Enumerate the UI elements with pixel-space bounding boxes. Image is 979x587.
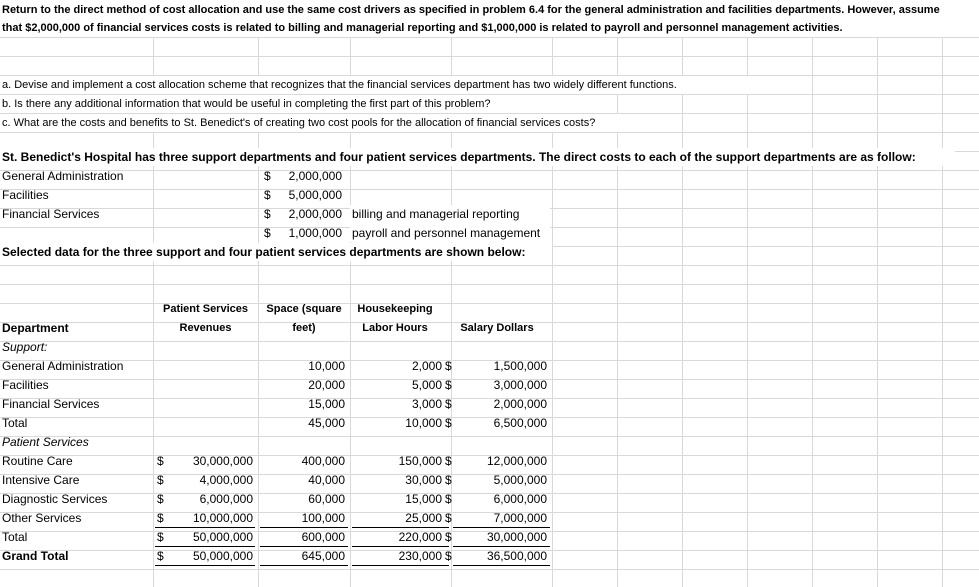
hours-value: 2,000 [411, 359, 442, 373]
revenue-value: 6,000,000 [199, 492, 253, 506]
dollar-sign: $ [157, 549, 164, 563]
grand-total-bottom-line [453, 565, 550, 566]
dollar-sign: $ [445, 397, 452, 411]
space-value: 10,000 [308, 359, 345, 373]
dollar-sign: $ [445, 454, 452, 468]
salary-value: 2,000,000 [493, 397, 547, 411]
dollar-sign: $ [157, 492, 164, 506]
revenue-value: 10,000,000 [192, 511, 253, 525]
space-value: 400,000 [301, 454, 345, 468]
hours-value: 5,000 [411, 378, 442, 392]
grand-total-label: Grand Total [2, 549, 69, 563]
dollar-sign: $ [445, 378, 452, 392]
header-housekeeping: Labor Hours [362, 322, 428, 334]
dollar-sign: $ [445, 416, 452, 430]
header-revenues: Revenues [179, 322, 232, 334]
header-salary: Salary Dollars [460, 322, 534, 334]
gridline [877, 0, 878, 587]
salary-value: 6,500,000 [493, 416, 547, 430]
setup-note: billing and managerial reporting [352, 207, 520, 221]
setup-note: payroll and personnel management [352, 226, 541, 240]
intro-line-2: that $2,000,000 of financial services costs is related to billing and managerial reporting and $1,000,000 is related to payroll and personnel management activities. [2, 22, 843, 34]
section-label-support: Support: [2, 340, 48, 354]
salary-value: 7,000,000 [493, 511, 547, 525]
salary-value: 3,000,000 [493, 378, 547, 392]
setup-label: General Administration [2, 169, 124, 183]
space-value: 15,000 [308, 397, 345, 411]
space-value: 20,000 [308, 378, 345, 392]
setup-label: Financial Services [2, 207, 100, 221]
revenue-value: 30,000,000 [192, 454, 253, 468]
revenue-value: 4,000,000 [199, 473, 253, 487]
setup-label: Facilities [2, 188, 49, 202]
dept-name: Financial Services [2, 397, 100, 411]
setup-heading: St. Benedict's Hospital has three support departments and four patient services departments. The direct costs to each of the support departments are as follow: [2, 150, 916, 164]
salary-value: 30,000,000 [486, 530, 547, 544]
section-label-patient: Patient Services [2, 435, 89, 449]
revenue-value: 50,000,000 [192, 549, 253, 563]
dollar-sign: $ [264, 188, 271, 202]
gridline [812, 0, 813, 587]
dollar-sign: $ [445, 511, 452, 525]
grand-total-bottom-line [260, 565, 348, 566]
intro-line-1: Return to the direct method of cost allocation and use the same cost drivers as specified in problem 6.4 for the general administration and facilities departments. However, assume [2, 4, 940, 16]
revenue-value: 50,000,000 [192, 530, 253, 544]
dept-name: Diagnostic Services [2, 492, 108, 506]
hours-value: 230,000 [398, 549, 442, 563]
dollar-sign: $ [264, 169, 271, 183]
dept-name: Other Services [2, 511, 82, 525]
dollar-sign: $ [157, 454, 164, 468]
hours-value: 220,000 [398, 530, 442, 544]
header-space: Space (square [266, 303, 342, 315]
salary-value: 5,000,000 [493, 473, 547, 487]
space-value: 40,000 [308, 473, 345, 487]
dept-name: Intensive Care [2, 473, 80, 487]
setup-amount: 2,000,000 [288, 169, 342, 183]
setup-amount: 5,000,000 [288, 188, 342, 202]
hours-value: 15,000 [405, 492, 442, 506]
hours-value: 25,000 [405, 511, 442, 525]
dollar-sign: $ [445, 530, 452, 544]
question-a: a. Devise and implement a cost allocation scheme that recognizes that the financial services department has two widely different functions. [2, 79, 677, 91]
header-revenues: Patient Services [163, 303, 248, 315]
dollar-sign: $ [264, 226, 271, 240]
setup-amount: 2,000,000 [288, 207, 342, 221]
grand-total-bottom-line [155, 565, 255, 566]
hours-value: 3,000 [411, 397, 442, 411]
header-department: Department [2, 321, 69, 335]
salary-value: 6,000,000 [493, 492, 547, 506]
header-space: feet) [292, 322, 316, 334]
salary-value: 1,500,000 [493, 359, 547, 373]
space-value: 100,000 [301, 511, 345, 525]
dept-name: Total [2, 416, 28, 430]
header-housekeeping: Housekeeping [357, 303, 433, 315]
dept-name: General Administration [2, 359, 124, 373]
setup-amount: 1,000,000 [288, 226, 342, 240]
selected-heading: Selected data for the three support and four patient services departments are shown below: [2, 245, 526, 259]
dollar-sign: $ [445, 549, 452, 563]
hours-value: 30,000 [405, 473, 442, 487]
salary-value: 36,500,000 [486, 549, 547, 563]
dollar-sign: $ [445, 473, 452, 487]
hours-value: 150,000 [398, 454, 442, 468]
space-value: 645,000 [301, 549, 345, 563]
hours-value: 10,000 [405, 416, 442, 430]
dept-name: Routine Care [2, 454, 73, 468]
dollar-sign: $ [157, 473, 164, 487]
question-c: c. What are the costs and benefits to St. Benedict's of creating two cost pools for the allocation of financial services costs? [2, 117, 596, 129]
space-value: 600,000 [301, 530, 345, 544]
dollar-sign: $ [264, 207, 271, 221]
space-value: 60,000 [308, 492, 345, 506]
grand-total-bottom-line [352, 565, 449, 566]
space-value: 45,000 [308, 416, 345, 430]
dollar-sign: $ [445, 492, 452, 506]
gridline [942, 0, 943, 587]
dollar-sign: $ [445, 359, 452, 373]
salary-value: 12,000,000 [486, 454, 547, 468]
dept-name: Total [2, 530, 28, 544]
question-b: b. Is there any additional information that would be useful in completing the first part of this problem? [2, 98, 491, 110]
dept-name: Facilities [2, 378, 49, 392]
dollar-sign: $ [157, 511, 164, 525]
dollar-sign: $ [157, 530, 164, 544]
